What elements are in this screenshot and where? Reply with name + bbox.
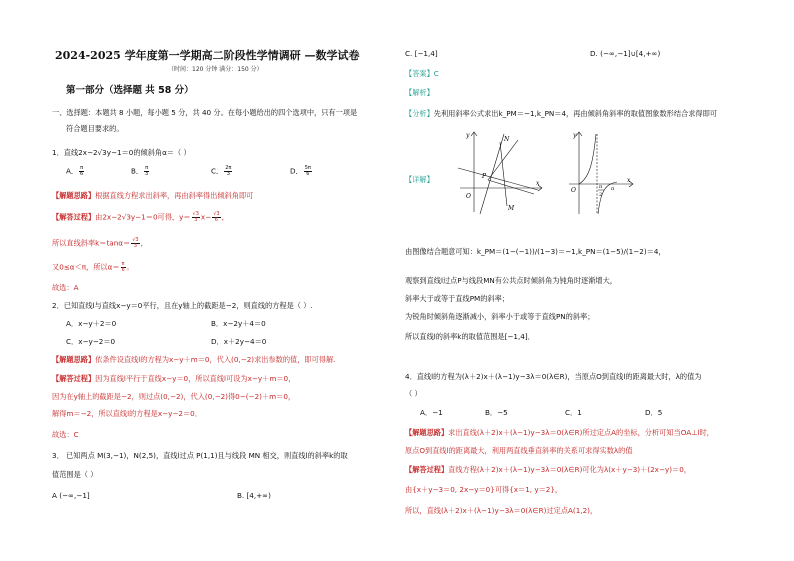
solution-process: 【解答过程】因为直线l平行于直线x−y＝0，所以直线l可设为x−y＋m＝0， (52, 374, 296, 383)
option-a: A．−1 (420, 408, 443, 417)
tick-half-pi-num: π (599, 184, 603, 190)
geometry-figure (452, 128, 552, 218)
question-stem: 4．直线l的方程为(λ＋2)x＋(λ−1)y−3λ＝0(λ∈R)，当原点O到直线l的距离最大时，λ的值为 (405, 372, 702, 381)
solution-idea: 【解题思路】根据直线方程求出斜率，再由斜率得出倾斜角即可 (52, 191, 254, 200)
calc-line: 由图像结合题意可知：k_PM＝(1−(−1))/(1−3)＝−1,k_PN＝(1−5)/(1−2)＝4， (405, 247, 666, 256)
option-b: B. [4,+∞) (237, 491, 271, 500)
solution-idea: 【解题思路】求出直线(λ＋2)x＋(λ−1)y−3λ＝0(λ∈R)所过定点A的坐标，分析可知当OA⊥l时， (405, 428, 714, 437)
option-c: C. [−1,4] (405, 49, 438, 58)
tangent-graph (565, 128, 637, 218)
analysis-line: 【分析】先利用斜率公式求出k_PM＝−1,k_PN＝4，再由倾斜角斜率的取值图象数形结合求得即可 (405, 109, 717, 118)
point-p-label: P (482, 173, 487, 180)
observation-line: 观察到直线l过点P与线段MN有公共点时倾斜角为钝角时逐渐增大， (405, 276, 617, 285)
tangent-branch-left (579, 134, 596, 184)
exam-subtitle: （时间：120 分钟 满分：150 分） (168, 66, 263, 73)
tick-pi: π (611, 186, 615, 192)
slope-line: 所以直线斜率k＝tanα＝ $\frac{√3}{3}$ ， (52, 237, 148, 249)
option-d: D．5 (645, 408, 663, 417)
option-d: D. (−∞,−1]∪[4,+∞) (590, 49, 661, 58)
process-line: 所以，直线(λ＋2)x＋(λ−1)y−3λ＝0(λ∈R)过定点A(1,2)， (405, 506, 598, 515)
answer-line: 故选：C (52, 430, 79, 439)
origin-label: O (466, 193, 471, 200)
analysis-tag: 【解析】 (405, 88, 434, 97)
y-axis-label: y (573, 132, 577, 139)
idea-line: 原点O到直线l的距离最大，利用两直线垂直斜率的关系可求得实数λ的值 (405, 446, 633, 455)
option-c: C． $\frac{2\pi}{3}$ (211, 165, 232, 177)
option-b: B．−5 (485, 408, 508, 417)
intro-line: 符合题目要求的。 (66, 124, 124, 133)
question-stem: 1．直线2x−2√3y−1＝0的倾斜角α＝（ ） (52, 148, 191, 157)
answer-line: 故选：A (52, 283, 79, 292)
point-n-label: N (504, 136, 510, 143)
detail-tag: 【详解】 (405, 175, 434, 184)
question-stem-cont: （ ） (405, 389, 422, 398)
intro-line: 一、选择题：本题共 8 小题，每小题 5 分，共 40 分。在每小题给出的四个选项中，只有一项是 (52, 108, 358, 117)
process-line: 由{x＋y−3＝0, 2x−y＝0}可得{x＝1, y＝2}， (405, 485, 563, 494)
solution-process: 【解答过程】直线方程(λ＋2)x＋(λ−1)y−3λ＝0(λ∈R)可化为λ(x＋y−3)＋(2x−y)＝0， (405, 465, 691, 474)
observation-line: 为锐角时倾斜角逐渐减小，斜率小于或等于直线PN的斜率； (405, 312, 595, 321)
section-heading: 第一部分（选择题 共 58 分） (66, 85, 194, 96)
observation-line: 斜率大于或等于直线PM的斜率； (405, 294, 509, 303)
option-a: A． $\frac{\pi}{6}$ (66, 165, 84, 177)
option-b: B．x−2y＋4＝0 (211, 319, 266, 328)
line-l (488, 140, 518, 180)
exam-title: 2024-2025 学年度第一学期高二阶段性学情调研 —数学试卷 (55, 49, 360, 62)
origin-label: O (571, 187, 576, 194)
question-stem-cont: 值范围是（ ） (52, 470, 98, 479)
process-line: 因为在y轴上的截距是−2，则过点(0,−2)，代入(0,−2)得0−(−2)＋m＝0， (52, 392, 296, 401)
question-stem: 3． 已知两点 M(3,−1)，N(2,5)，直线l过点 P(1,1)且与线段 MN 相交，则直线l的斜率k的取 (52, 451, 348, 460)
x-axis-label: x (536, 180, 540, 187)
x-axis-label: x (627, 177, 631, 184)
solution-idea: 【解题思路】依条件设直线l的方程为x−y＋m＝0，代入(0,−2)求出参数的值，即可得解. (52, 355, 336, 364)
option-a: A (−∞,−1] (52, 491, 90, 500)
point-m-label: M (508, 205, 515, 212)
option-c: C．x−y−2＝0 (66, 337, 116, 346)
tick-half-pi-den: 2 (599, 192, 603, 198)
conclusion-line: 所以直线l的斜率k的取值范围是[−1,4]． (405, 332, 535, 341)
option-a: A．x−y＋2＝0 (66, 319, 117, 328)
line-pm-extended (458, 168, 538, 190)
option-b: B． $\frac{\pi}{3}$ (131, 165, 149, 177)
solution-process: 【解答过程】由2x−2√3y−1＝0可得，y＝ $\frac{√3}{3}$ x− $\frac{√3}{6}$ ， (52, 211, 229, 223)
segment-mn (500, 142, 507, 206)
option-c: C．1 (565, 408, 582, 417)
option-d: D． $\frac{5\pi}{6}$ (290, 165, 311, 177)
option-d: D．x＋2y−4＝0 (211, 337, 267, 346)
answer-tag: 【答案】C (405, 69, 439, 78)
process-line: 解得m＝−2，所以直线l的方程是x−y−2＝0． (52, 409, 202, 418)
question-stem: 2．已知直线l与直线x−y＝0平行，且在y轴上的截距是−2，则直线的方程是（ ）. (52, 301, 313, 310)
y-axis-label: y (466, 132, 470, 139)
range-line: 又0≤α＜π，所以α＝ $\frac{\pi}{6}$ 。 (52, 261, 134, 273)
